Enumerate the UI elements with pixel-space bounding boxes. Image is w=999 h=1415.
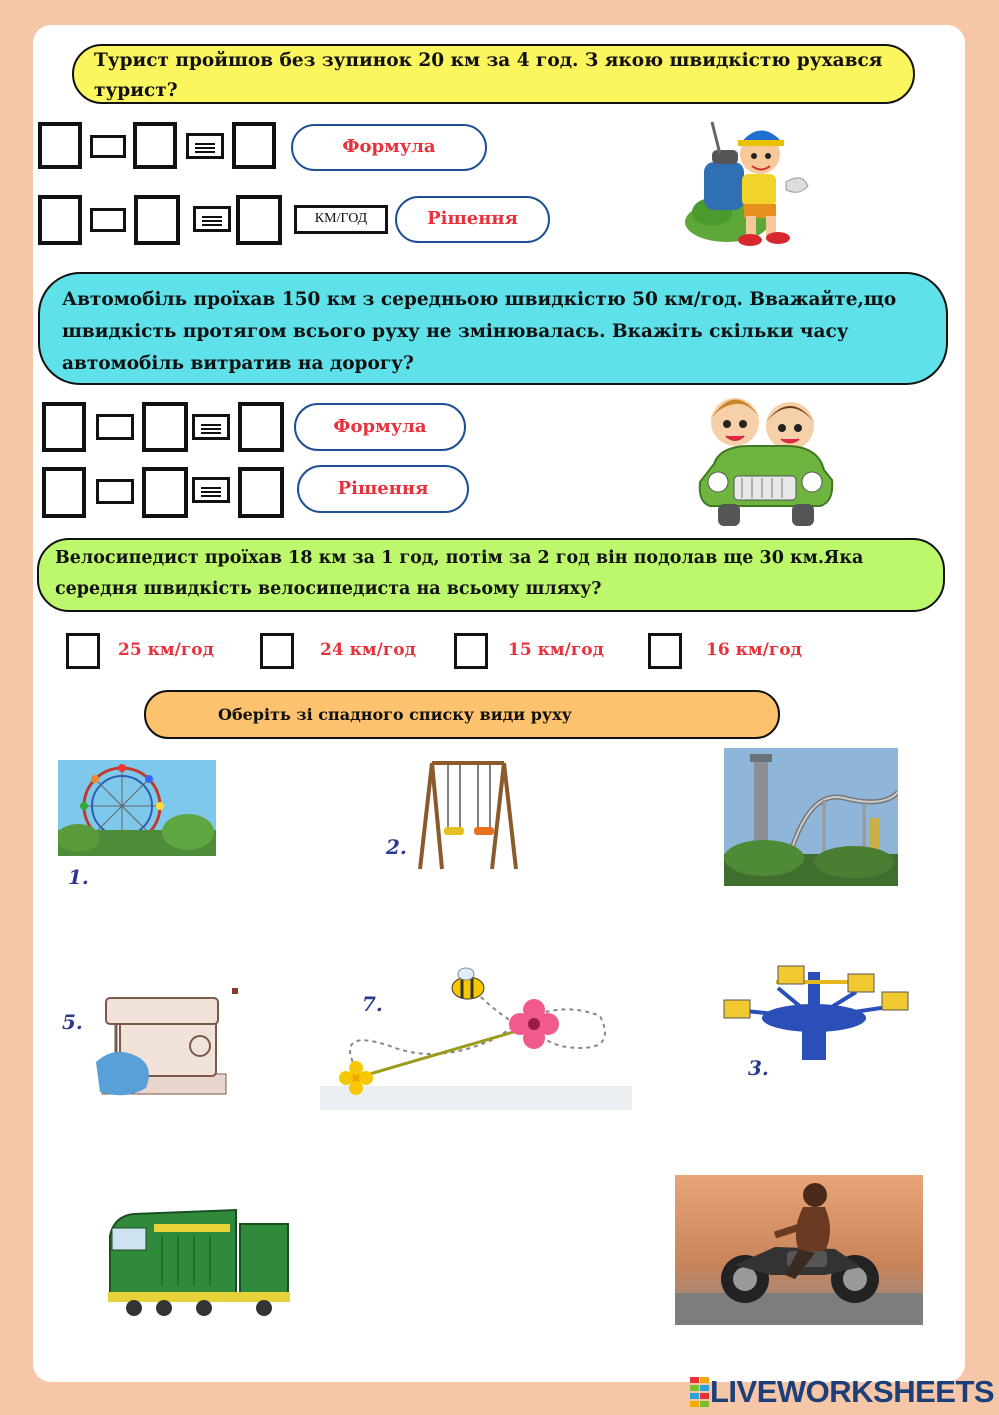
q1-solution-box-3[interactable] <box>236 195 282 245</box>
q1-solution-box-2[interactable] <box>134 195 180 245</box>
q1-solution-pill: Рішення <box>395 196 550 243</box>
option-2-checkbox[interactable] <box>260 633 294 669</box>
question-4-text: Оберіть зі спадного списку види руху <box>218 705 572 724</box>
picture-5-number: 5. <box>62 1010 83 1034</box>
question-3-bubble <box>37 538 945 612</box>
option-3-checkbox[interactable] <box>454 633 488 669</box>
q1-solution-equals-box[interactable] <box>193 206 231 232</box>
sewing-machine-image <box>96 988 238 1104</box>
q2-formula-operator-box[interactable] <box>96 414 134 440</box>
q1-formula-operator-box[interactable] <box>90 135 126 158</box>
q2-formula-box-1[interactable] <box>42 402 86 452</box>
question-1-bubble <box>72 44 915 104</box>
q1-formula-box-3[interactable] <box>232 122 276 169</box>
carousel-image <box>716 962 912 1066</box>
option-4-checkbox[interactable] <box>648 633 682 669</box>
question-4-bubble <box>144 690 780 739</box>
q1-formula-pill: Формула <box>291 124 487 171</box>
roller-coaster-image <box>724 748 898 886</box>
bee-flowers-image <box>320 966 632 1110</box>
q1-solution-box-1[interactable] <box>38 195 82 245</box>
question-1-text: Турист пройшов без зупинок 20 км за 4 год. З якою швидкістю рухався турист? <box>94 50 883 101</box>
ferris-wheel-image <box>58 760 216 856</box>
option-1-label: 25 км/год <box>118 640 214 660</box>
liveworksheets-brand <box>690 1374 994 1410</box>
q2-solution-box-3[interactable] <box>238 467 284 518</box>
option-3-label: 15 км/год <box>508 640 604 660</box>
picture-7-number: 7. <box>362 992 383 1016</box>
hiker-boy-image <box>682 112 822 250</box>
q2-formula-equals-box[interactable] <box>192 414 230 440</box>
option-1-checkbox[interactable] <box>66 633 100 669</box>
q1-formula-box-2[interactable] <box>133 122 177 169</box>
q1-formula-equals-box[interactable] <box>186 133 224 159</box>
question-2-bubble <box>38 272 948 385</box>
liveworksheets-wordmark: LIVEWORKSHEETS <box>710 1374 995 1409</box>
question-3-text: Велосипедист проїхав 18 км за 1 год, потім за 2 год він подолав ще 30 км.Яка середня швидкість велосипедиста на всьому шляху? <box>55 548 864 599</box>
swing-image <box>412 757 522 875</box>
q2-solution-operator-box[interactable] <box>96 479 134 504</box>
q2-solution-box-1[interactable] <box>42 467 86 518</box>
picture-2-number: 2. <box>386 835 407 859</box>
unit-label: КМ/ГОД <box>294 205 388 234</box>
q2-formula-box-2[interactable] <box>142 402 188 452</box>
train-image <box>104 1196 290 1318</box>
picture-3-number: 3. <box>748 1056 769 1080</box>
motorcycle-image <box>675 1175 923 1325</box>
liveworksheets-logo-icon <box>690 1377 710 1407</box>
option-4-label: 16 км/год <box>706 640 802 660</box>
q2-solution-pill: Рішення <box>297 465 469 513</box>
q2-solution-equals-box[interactable] <box>192 477 230 503</box>
q2-formula-box-3[interactable] <box>238 402 284 452</box>
kids-car-image <box>690 384 840 532</box>
q1-formula-box-1[interactable] <box>38 122 82 169</box>
picture-1-number: 1. <box>68 865 89 889</box>
q2-solution-box-2[interactable] <box>142 467 188 518</box>
q1-solution-operator-box[interactable] <box>90 208 126 232</box>
q2-formula-pill: Формула <box>294 403 466 451</box>
option-2-label: 24 км/год <box>320 640 416 660</box>
question-2-text: Автомобіль проїхав 150 км з середньою швидкістю 50 км/год. Вважайте,що швидкість протягом всього руху не змінювалась. Вкажіть скільки часу автомобіль витратив на дорогу? <box>62 289 897 374</box>
